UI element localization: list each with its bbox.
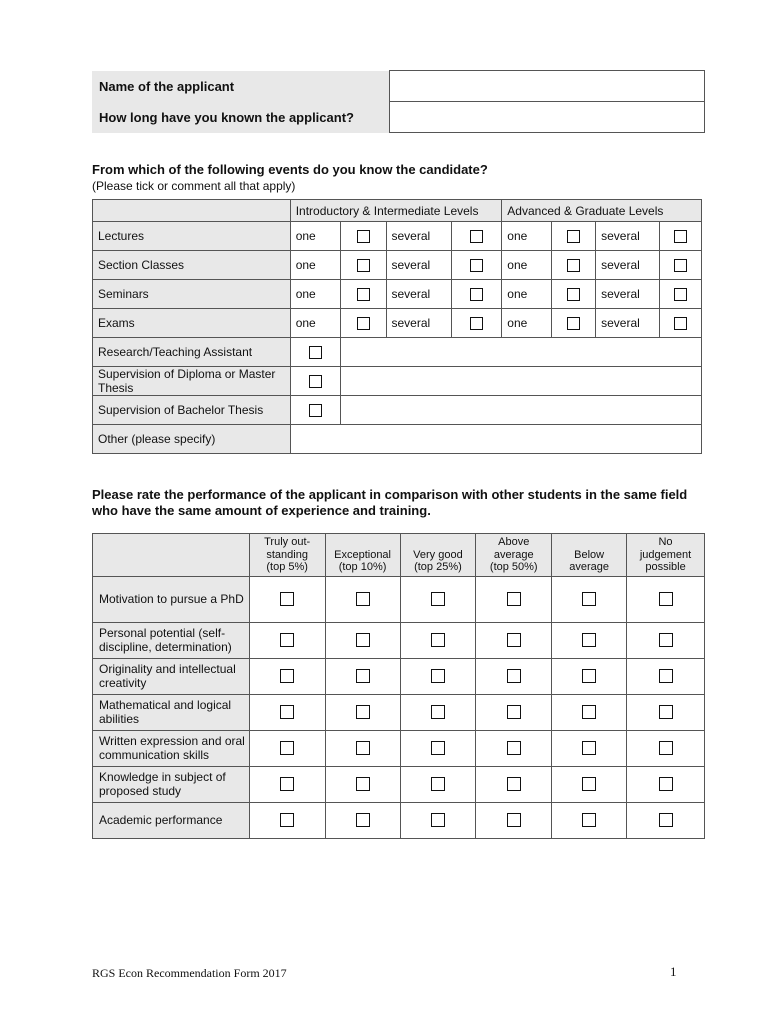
- rating-cell: [400, 658, 476, 694]
- seminars-intro-one-checkbox[interactable]: [357, 288, 370, 301]
- supervision-of-diploma-or-master-thesis-comment-field[interactable]: [340, 367, 701, 396]
- rating-row-originality-and-intellectual-creativity: [93, 658, 705, 694]
- section-classes-intro-one-cell: [340, 251, 386, 280]
- rating-checkbox[interactable]: [356, 777, 370, 791]
- seminars-intro-several-checkbox[interactable]: [470, 288, 483, 301]
- event-row-section-classes: [93, 251, 702, 280]
- section-classes-adv-one-cell: [552, 251, 596, 280]
- rating-cell: [325, 658, 400, 694]
- rating-cell: [249, 576, 325, 622]
- event-row-seminars: [93, 280, 702, 309]
- rating-cell: [552, 766, 627, 802]
- adv-several-label: several: [596, 251, 660, 280]
- intro-one-label: one: [290, 280, 340, 309]
- event-row-label: Supervision of Bachelor Thesis: [93, 396, 291, 425]
- rating-checkbox[interactable]: [659, 813, 673, 827]
- rating-checkbox[interactable]: [356, 669, 370, 683]
- rating-checkbox[interactable]: [356, 813, 370, 827]
- rating-cell: [627, 802, 705, 838]
- rating-cell: [552, 622, 627, 658]
- rating-cell: [400, 622, 476, 658]
- applicant-name-label: Name of the applicant: [92, 71, 390, 102]
- exams-adv-one-checkbox[interactable]: [567, 317, 580, 330]
- rating-cell: [400, 694, 476, 730]
- rating-checkbox[interactable]: [280, 633, 294, 647]
- rating-checkbox[interactable]: [659, 633, 673, 647]
- page-number: 1: [670, 964, 677, 979]
- rating-cell: [249, 802, 325, 838]
- rating-row-label: Mathematical and logical abilities: [93, 694, 250, 730]
- rating-checkbox[interactable]: [431, 813, 445, 827]
- rating-checkbox[interactable]: [280, 705, 294, 719]
- event-row-supervision-of-diploma-or-master-thesis: [93, 367, 702, 396]
- rating-cell: [476, 730, 552, 766]
- rating-cell: [325, 802, 400, 838]
- rating-checkbox[interactable]: [507, 592, 521, 606]
- rating-checkbox[interactable]: [507, 741, 521, 755]
- events-header-blank: [93, 200, 291, 222]
- rating-checkbox[interactable]: [582, 741, 596, 755]
- rating-row-label: Knowledge in subject of proposed study: [93, 766, 250, 802]
- rating-header-blank: [93, 534, 250, 577]
- known-duration-label: How long have you known the applicant?: [92, 102, 390, 133]
- seminars-adv-several-checkbox[interactable]: [674, 288, 687, 301]
- rating-cell: [476, 802, 552, 838]
- applicant-info-table: [92, 70, 705, 133]
- lectures-intro-one-checkbox[interactable]: [357, 230, 370, 243]
- rating-cell: [476, 576, 552, 622]
- lectures-intro-one-cell: [340, 222, 386, 251]
- rating-checkbox[interactable]: [507, 813, 521, 827]
- rating-cell: [476, 694, 552, 730]
- rating-cell: [325, 730, 400, 766]
- rating-cell: [552, 730, 627, 766]
- events-question-title: From which of the following events do you know the candidate?: [92, 162, 488, 177]
- rating-row-mathematical-and-logical-abilities: [93, 694, 705, 730]
- lectures-adv-several-checkbox[interactable]: [674, 230, 687, 243]
- applicant-name-field[interactable]: [390, 71, 705, 102]
- rating-cell: [552, 694, 627, 730]
- research-teaching-assistant-comment-field[interactable]: [340, 338, 701, 367]
- events-table: [92, 199, 702, 454]
- adv-one-label: one: [502, 309, 552, 338]
- rating-column-header-line: (top 50%): [489, 561, 538, 573]
- rating-checkbox[interactable]: [356, 592, 370, 606]
- rating-checkbox[interactable]: [582, 669, 596, 683]
- event-row-label: Section Classes: [93, 251, 291, 280]
- event-row-exams: [93, 309, 702, 338]
- rating-cell: [249, 766, 325, 802]
- rating-column-header-line: No: [658, 536, 673, 548]
- rating-checkbox[interactable]: [582, 813, 596, 827]
- rating-column-header-line: standing: [266, 548, 308, 561]
- rating-checkbox[interactable]: [431, 777, 445, 791]
- seminars-adv-several-cell: [660, 280, 702, 309]
- rating-column-header-line: (top 25%): [414, 561, 462, 573]
- adv-one-label: one: [502, 280, 552, 309]
- rating-row-label: Personal potential (self-discipline, determination): [93, 622, 250, 658]
- known-duration-field[interactable]: [390, 102, 705, 133]
- rating-column-header: [325, 534, 400, 577]
- rating-checkbox[interactable]: [431, 633, 445, 647]
- rating-checkbox[interactable]: [582, 777, 596, 791]
- intro-one-label: one: [290, 222, 340, 251]
- rating-column-header-line: Above: [498, 536, 530, 548]
- rating-cell: [627, 576, 705, 622]
- research-teaching-assistant-checkbox[interactable]: [309, 346, 322, 359]
- lectures-adv-one-checkbox[interactable]: [567, 230, 580, 243]
- rating-row-written-expression-and-oral-communication-skills: [93, 730, 705, 766]
- intro-several-label: several: [386, 222, 452, 251]
- events-question-subtitle: (Please tick or comment all that apply): [92, 179, 296, 193]
- supervision-of-bachelor-thesis-checkbox[interactable]: [309, 404, 322, 417]
- rating-cell: [325, 766, 400, 802]
- supervision-of-diploma-or-master-thesis-checkbox[interactable]: [309, 375, 322, 388]
- rating-checkbox[interactable]: [582, 705, 596, 719]
- event-row-label: Seminars: [93, 280, 291, 309]
- rating-cell: [476, 622, 552, 658]
- section-classes-adv-several-cell: [660, 251, 702, 280]
- exams-adv-one-cell: [552, 309, 596, 338]
- rating-checkbox[interactable]: [280, 669, 294, 683]
- rating-checkbox[interactable]: [659, 705, 673, 719]
- event-row-label: Supervision of Diploma or Master Thesis: [93, 367, 291, 396]
- exams-intro-one-checkbox[interactable]: [357, 317, 370, 330]
- rating-checkbox[interactable]: [431, 592, 445, 606]
- rating-column-header-line: Exceptional: [334, 548, 391, 561]
- lectures-adv-one-cell: [552, 222, 596, 251]
- rating-table: [92, 533, 705, 839]
- event-row-label: Research/Teaching Assistant: [93, 338, 291, 367]
- seminars-adv-one-cell: [552, 280, 596, 309]
- section-classes-adv-one-checkbox[interactable]: [567, 259, 580, 272]
- exams-intro-several-cell: [452, 309, 502, 338]
- adv-one-label: one: [502, 222, 552, 251]
- section-classes-adv-several-checkbox[interactable]: [674, 259, 687, 272]
- rating-cell: [476, 658, 552, 694]
- rating-cell: [400, 576, 476, 622]
- rating-row-knowledge-in-subject-of-proposed-study: [93, 766, 705, 802]
- seminars-intro-several-cell: [452, 280, 502, 309]
- rating-checkbox[interactable]: [659, 741, 673, 755]
- event-row-label: Lectures: [93, 222, 291, 251]
- rating-checkbox[interactable]: [280, 813, 294, 827]
- supervision-of-diploma-or-master-thesis-cell: [290, 367, 340, 396]
- lectures-adv-several-cell: [660, 222, 702, 251]
- rating-column-header: [400, 534, 476, 577]
- rating-checkbox[interactable]: [507, 705, 521, 719]
- exams-adv-several-cell: [660, 309, 702, 338]
- rating-checkbox[interactable]: [280, 741, 294, 755]
- rating-cell: [249, 730, 325, 766]
- rating-cell: [400, 766, 476, 802]
- supervision-of-bachelor-thesis-cell: [290, 396, 340, 425]
- event-row-label: Exams: [93, 309, 291, 338]
- intro-one-label: one: [290, 251, 340, 280]
- rating-checkbox[interactable]: [582, 633, 596, 647]
- seminars-intro-one-cell: [340, 280, 386, 309]
- form-name-footer: RGS Econ Recommendation Form 2017: [92, 966, 287, 980]
- intro-levels-header: Introductory & Intermediate Levels: [290, 200, 502, 222]
- rating-column-header-line: possible: [645, 561, 686, 573]
- rating-cell: [249, 622, 325, 658]
- rating-column-header-line: average: [569, 561, 609, 573]
- rating-cell: [627, 730, 705, 766]
- rating-row-label: Motivation to pursue a PhD: [93, 576, 250, 622]
- rating-checkbox[interactable]: [507, 669, 521, 683]
- rating-cell: [325, 622, 400, 658]
- rating-checkbox[interactable]: [431, 741, 445, 755]
- rating-row-personal-potential-self-discipline-determination: [93, 622, 705, 658]
- rating-column-header: [552, 534, 627, 577]
- rating-column-header-line: Below: [574, 548, 605, 561]
- exams-adv-several-checkbox[interactable]: [674, 317, 687, 330]
- rating-cell: [249, 658, 325, 694]
- rating-checkbox[interactable]: [507, 633, 521, 647]
- adv-one-label: one: [502, 251, 552, 280]
- rating-row-motivation-to-pursue-a-phd: [93, 576, 705, 622]
- intro-one-label: one: [290, 309, 340, 338]
- rating-cell: [325, 576, 400, 622]
- rating-cell: [627, 694, 705, 730]
- rating-checkbox[interactable]: [507, 777, 521, 791]
- rating-row-label: Academic performance: [93, 802, 250, 838]
- rating-question-title: Please rate the performance of the applicant in comparison with other students in the same field who have the same amount of experience and training.: [92, 487, 688, 518]
- rating-checkbox[interactable]: [356, 741, 370, 755]
- event-row-supervision-of-bachelor-thesis: [93, 396, 702, 425]
- adv-several-label: several: [596, 280, 660, 309]
- rating-checkbox[interactable]: [431, 705, 445, 719]
- research-teaching-assistant-cell: [290, 338, 340, 367]
- rating-cell: [400, 730, 476, 766]
- rating-cell: [627, 766, 705, 802]
- rating-column-header-line: (top 10%): [338, 561, 387, 573]
- supervision-of-bachelor-thesis-comment-field[interactable]: [340, 396, 701, 425]
- advanced-levels-header: Advanced & Graduate Levels: [502, 200, 702, 222]
- rating-column-header-line: (top 5%): [266, 561, 308, 573]
- rating-cell: [325, 694, 400, 730]
- rating-checkbox[interactable]: [431, 669, 445, 683]
- intro-several-label: several: [386, 280, 452, 309]
- rating-column-header-line: judgement: [639, 548, 692, 561]
- seminars-adv-one-checkbox[interactable]: [567, 288, 580, 301]
- adv-several-label: several: [596, 309, 660, 338]
- section-classes-intro-several-checkbox[interactable]: [470, 259, 483, 272]
- event-row-lectures: [93, 222, 702, 251]
- rating-checkbox[interactable]: [280, 777, 294, 791]
- rating-checkbox[interactable]: [659, 669, 673, 683]
- rating-cell: [627, 658, 705, 694]
- adv-several-label: several: [596, 222, 660, 251]
- rating-column-header-line: Very good: [413, 548, 463, 561]
- rating-cell: [552, 802, 627, 838]
- section-classes-intro-one-checkbox[interactable]: [357, 259, 370, 272]
- rating-cell: [476, 766, 552, 802]
- other-label: Other (please specify): [93, 425, 291, 454]
- rating-column-header: [627, 534, 705, 577]
- intro-several-label: several: [386, 309, 452, 338]
- rating-checkbox[interactable]: [280, 592, 294, 606]
- rating-cell: [249, 694, 325, 730]
- section-classes-intro-several-cell: [452, 251, 502, 280]
- rating-column-header: [476, 534, 552, 577]
- rating-row-label: Written expression and oral communication skills: [93, 730, 250, 766]
- other-specify-field[interactable]: [290, 425, 701, 454]
- event-row-research-teaching-assistant: [93, 338, 702, 367]
- rating-column-header-line: average: [493, 548, 534, 561]
- lectures-intro-several-cell: [452, 222, 502, 251]
- rating-column-header: [249, 534, 325, 577]
- lectures-intro-several-checkbox[interactable]: [470, 230, 483, 243]
- rating-cell: [627, 622, 705, 658]
- rating-checkbox[interactable]: [582, 592, 596, 606]
- rating-checkbox[interactable]: [356, 633, 370, 647]
- exams-intro-several-checkbox[interactable]: [470, 317, 483, 330]
- rating-checkbox[interactable]: [659, 592, 673, 606]
- rating-row-label: Originality and intellectual creativity: [93, 658, 250, 694]
- rating-cell: [552, 576, 627, 622]
- rating-column-header-line: Truly out-: [264, 536, 311, 548]
- rating-row-academic-performance: [93, 802, 705, 838]
- rating-checkbox[interactable]: [356, 705, 370, 719]
- intro-several-label: several: [386, 251, 452, 280]
- rating-cell: [552, 658, 627, 694]
- exams-intro-one-cell: [340, 309, 386, 338]
- rating-checkbox[interactable]: [659, 777, 673, 791]
- rating-cell: [400, 802, 476, 838]
